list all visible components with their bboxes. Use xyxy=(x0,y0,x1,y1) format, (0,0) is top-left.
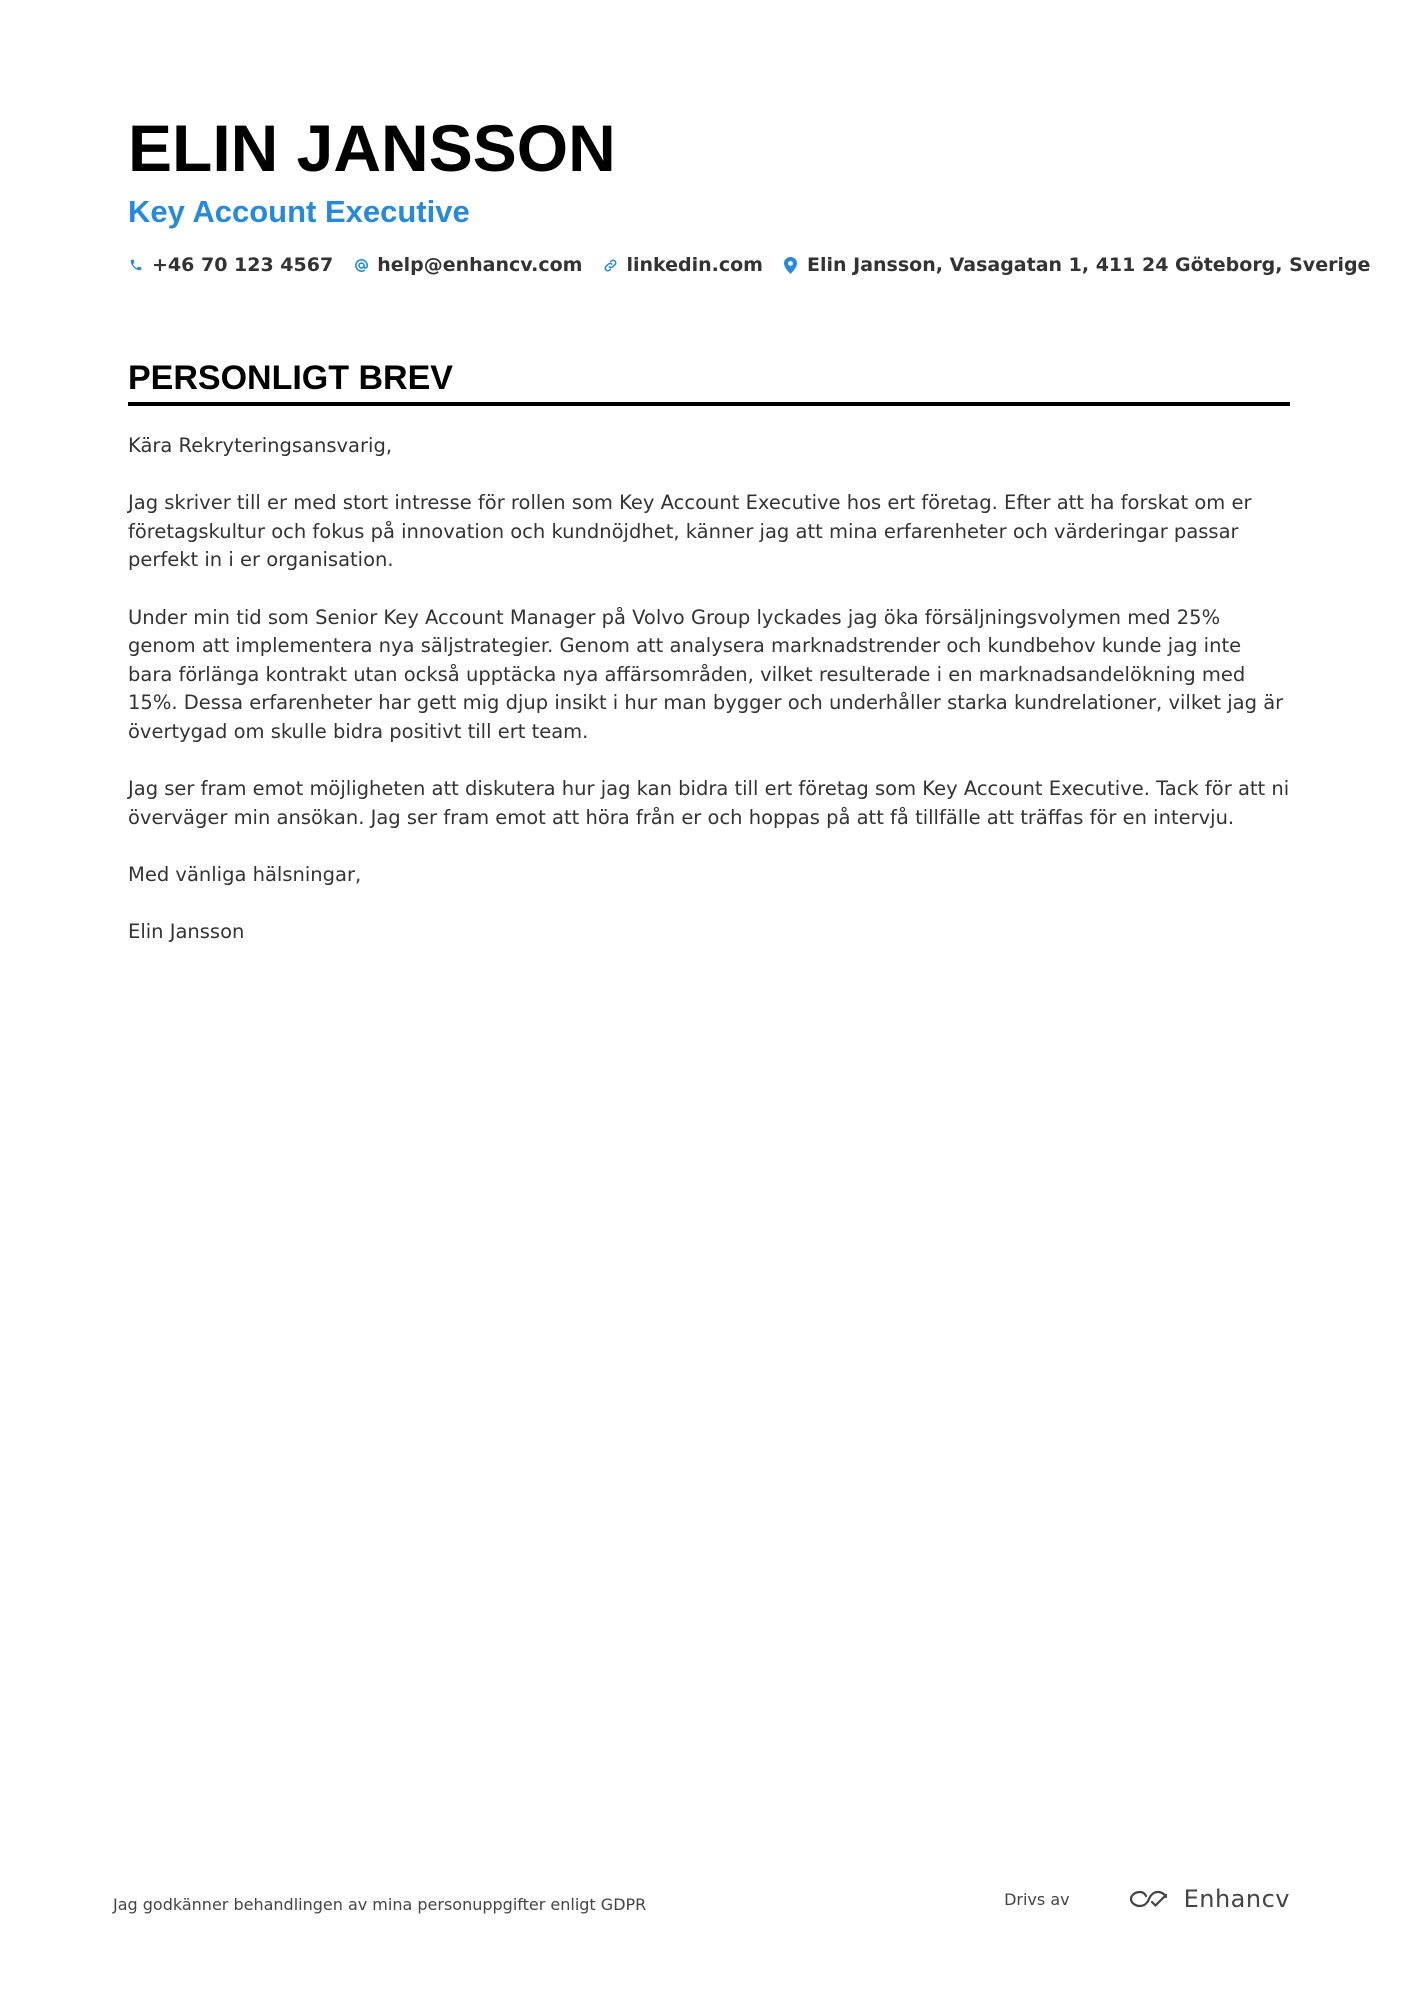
email-text: help@enhancv.com xyxy=(377,254,583,276)
letter-signature: Elin Jansson xyxy=(128,920,245,944)
contact-phone xyxy=(128,254,333,276)
cover-letter-page xyxy=(128,110,1371,975)
location-pin-icon xyxy=(783,256,799,274)
job-title: Key Account Executive xyxy=(128,194,470,229)
section-divider xyxy=(128,402,1290,406)
contact-location xyxy=(783,254,1370,276)
infinity-logo-icon xyxy=(1126,1887,1172,1911)
gdpr-consent-text: Jag godkänner behandlingen av mina personuppgifter enligt GDPR xyxy=(113,1895,647,1914)
letter-greeting: Kära Rekryteringsansvarig, xyxy=(128,434,393,457)
applicant-name: ELIN JANSSON xyxy=(128,111,616,185)
at-icon xyxy=(353,256,369,274)
brand-logo[interactable] xyxy=(1126,1885,1290,1913)
phone-text: +46 70 123 4567 xyxy=(152,254,334,276)
section-title: PERSONLIGT BREV xyxy=(128,359,453,397)
link-text: linkedin.com xyxy=(626,254,763,276)
letter-paragraph: Jag ser fram emot möjligheten att diskutera hur jag kan bidra till ert företag som Key Account Executive. Tack för att ni överväger min ansökan. Jag ser fram emot att höra från er och hoppas på att få tillfälle att träffas för en intervju. xyxy=(128,777,1290,829)
contact-email xyxy=(353,254,582,276)
letter-closing: Med vänliga hälsningar, xyxy=(128,862,362,886)
letter-paragraph: Jag skriver till er med stort intresse för rollen som Key Account Executive hos ert företag. Efter att ha forskat om er företagskultur och fokus på innovation och kundnöjdhet, känner jag att mina erfarenheter och värderingar passar perfekt in i er organisation. xyxy=(128,491,1252,572)
brand-name: Enhancv xyxy=(1183,1885,1290,1913)
letter-paragraph: Under min tid som Senior Key Account Manager på Volvo Group lyckades jag öka försäljningsvolymen med 25% genom att implementera nya säljstrategier. Genom att analysera marknadstrender och kundbehov kunde jag inte bara förlänga kontrakt utan också upptäcka nya affärsområden, vilket resulterade i en marknadsandelökning med 15%. Dessa erfarenheter har gett mig djup insikt i hur man bygger och underhåller starka kundrelationer, vilket jag är övertygad om skulle bidra positivt till ert team. xyxy=(128,605,1284,743)
contact-bar xyxy=(128,254,1371,276)
footer-branding xyxy=(1004,1885,1290,1913)
powered-by-label: Drivs av xyxy=(1004,1889,1070,1909)
location-text: Elin Jansson, Vasagatan 1, 411 24 Göteborg, Sverige xyxy=(806,254,1371,276)
contact-link xyxy=(602,254,763,276)
letter-body xyxy=(128,432,1290,947)
phone-icon xyxy=(128,256,144,274)
link-icon xyxy=(602,256,618,274)
